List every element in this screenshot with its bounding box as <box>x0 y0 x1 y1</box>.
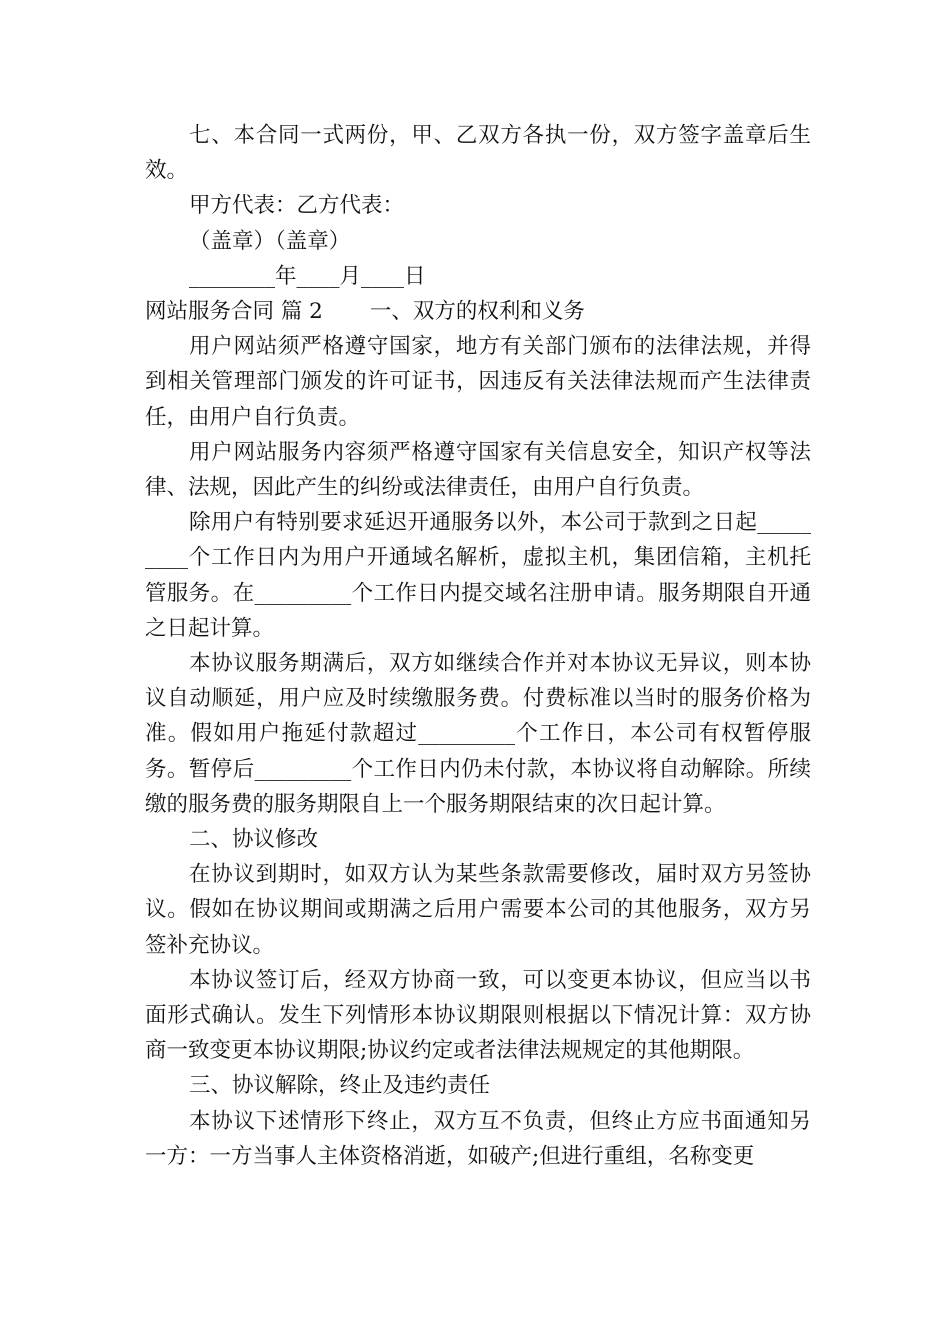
section-3-heading: 三、协议解除，终止及违约责任 <box>189 1073 491 1099</box>
section-title-line <box>145 294 811 329</box>
paragraph-6: 本协议签订后，经双方协商一致，可以变更本协议，但应当以书面形式确认。发生下列情形本协议期限则根据以下情况计算：双方协商一致变更本协议期限;协议约定或者法律法规规定的其他期限。 <box>145 967 811 1064</box>
signature-seals: （盖章）（盖章） <box>189 228 351 254</box>
date-line: ________年____月____日 <box>189 263 426 289</box>
paragraph-4: 本协议服务期满后，双方如继续合作并对本协议无异议，则本协议自动顺延，用户应及时续缴服务费。付费标准以当时的服务价格为准。假如用户拖延付款超过_________个工作日，本公司有权暂停服务。暂停后_________个工作日内仍未付款，本协议将自动解除。所续缴的服务费的服务期限自上一个服务期限结束的次日起计算。 <box>145 651 811 817</box>
paragraph-2: 用户网站服务内容须严格遵守国家有关信息安全，知识产权等法律、法规，因此产生的纠纷或法律责任，由用户自行负责。 <box>145 439 811 501</box>
section-2-heading: 二、协议修改 <box>189 827 319 853</box>
signature-representatives: 甲方代表：乙方代表： <box>189 193 405 219</box>
paragraph-7: 本协议下述情形下终止，双方互不负责，但终止方应书面通知另一方：一方当事人主体资格消逝，如破产;但进行重组，名称变更 <box>145 1108 811 1169</box>
clause-7: 七、本合同一式两份，甲、乙双方各执一份，双方签字盖章后生效。 <box>145 123 811 184</box>
title-gap <box>323 294 370 329</box>
paragraph-5: 在协议到期时，如双方认为某些条款需要修改，届时双方另签协议。假如在协议期间或期满之后用户需要本公司的其他服务，双方另签补充协议。 <box>145 862 811 958</box>
document-page <box>145 118 811 1174</box>
section-1-heading: 一、双方的权利和义务 <box>369 299 585 325</box>
paragraph-3: 除用户有特别要求延迟开通服务以外，本公司于款到之日起_________个工作日内为用户开通域名解析，虚拟主机，集团信箱，主机托管服务。在_________个工作日内提交域名注册申请。服务期限自开通之日起计算。 <box>145 510 811 641</box>
paragraph-1: 用户网站须严格遵守国家，地方有关部门颁布的法律法规，并得到相关管理部门颁发的许可证书，因违反有关法律法规而产生法律责任，由用户自行负责。 <box>145 334 811 430</box>
section-title: 网站服务合同 篇 2 <box>145 299 323 325</box>
